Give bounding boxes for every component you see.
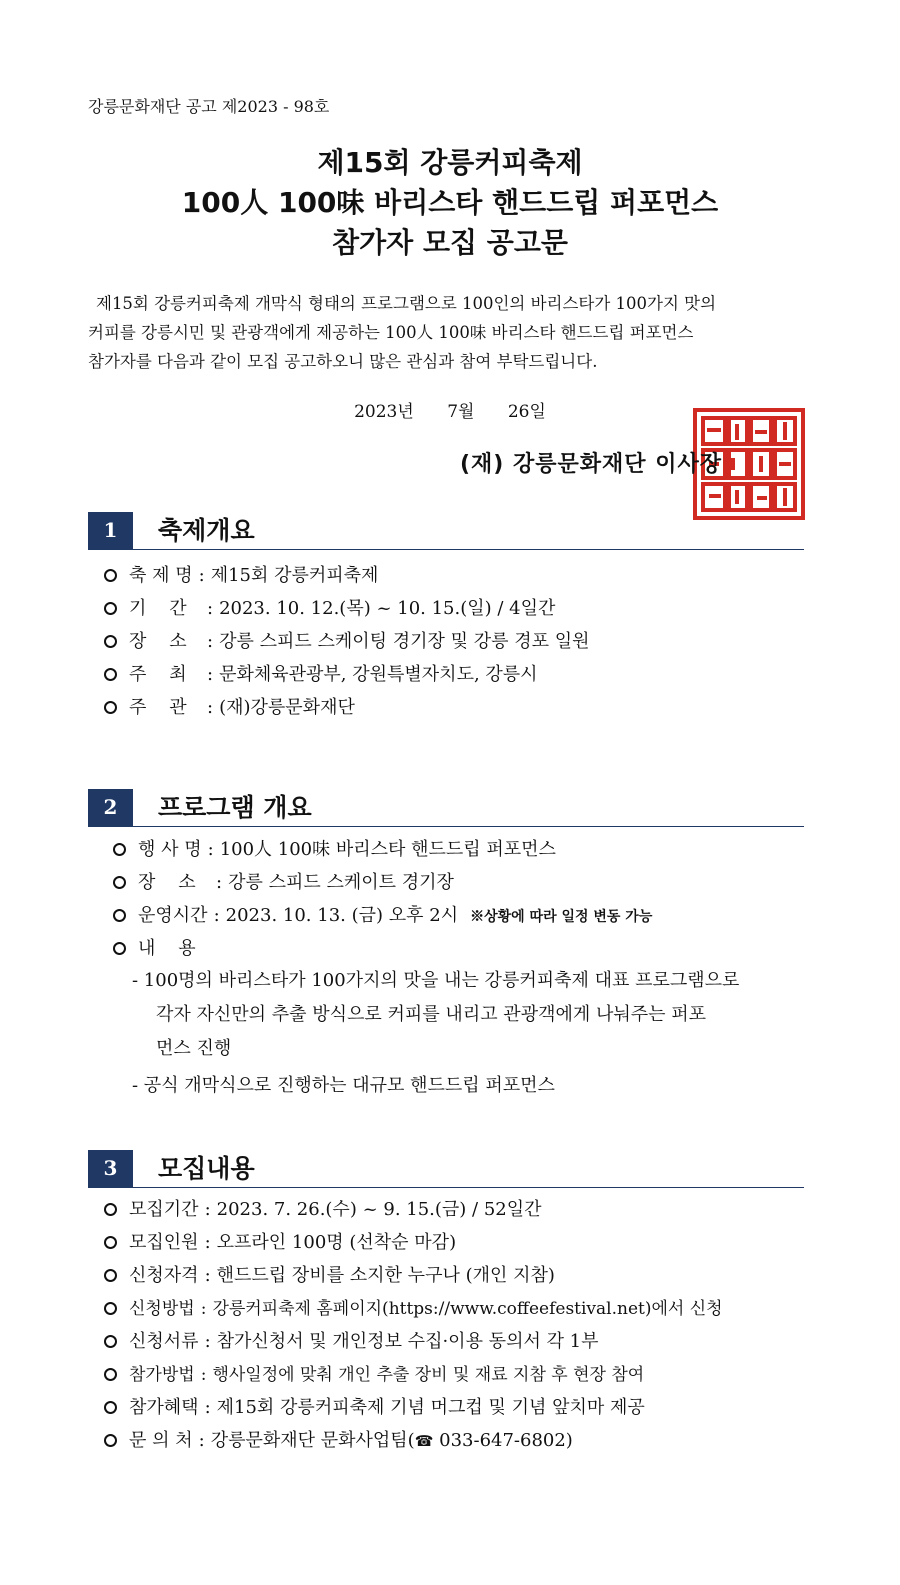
section-number: 3	[88, 1150, 133, 1187]
recruit-item: 참가혜택 : 제15회 강릉커피축제 기념 머그컵 및 기념 앞치마 제공	[104, 1395, 645, 1421]
circle-bullet-icon	[104, 1302, 117, 1315]
phone-icon: ☎	[414, 1432, 434, 1450]
overview-item: 축 제 명 : 제15회 강릉커피축제	[104, 563, 378, 589]
recruit-item: 모집기간 : 2023. 7. 26.(수) ~ 9. 15.(금) / 52일간	[104, 1197, 542, 1223]
circle-bullet-icon	[104, 1368, 117, 1381]
title-line-1: 제15회 강릉커피축제	[317, 146, 583, 179]
schedule-note: ※상황에 따라 일정 변동 가능	[470, 909, 653, 925]
recruit-item: 신청서류 : 참가신청서 및 개인정보 수집·이용 동의서 각 1부	[104, 1329, 599, 1355]
recruit-item: 문 의 처 : 강릉문화재단 문화사업팀(☎ 033-647-6802)	[104, 1428, 573, 1454]
circle-bullet-icon	[104, 1335, 117, 1348]
section-3-header	[88, 1150, 804, 1188]
recruit-item: 참가방법 : 행사일정에 맞춰 개인 추출 장비 및 재료 지참 후 현장 참여	[104, 1362, 644, 1388]
date-day: 26일	[507, 402, 546, 422]
detail-line: - 100명의 바리스타가 100가지의 맛을 내는 강릉커피축제 대표 프로그램으로	[132, 970, 740, 991]
program-item: 운영시간 : 2023. 10. 13. (금) 오후 2시 ※상황에 따라 일정 변동 가능	[113, 903, 652, 930]
program-item: 내 용	[113, 936, 210, 962]
circle-bullet-icon	[113, 843, 126, 856]
section-title: 프로그램 개요	[158, 793, 312, 822]
circle-bullet-icon	[104, 1269, 117, 1282]
circle-bullet-icon	[104, 1401, 117, 1414]
title-line-2: 100人 100味 바리스타 핸드드립 퍼포먼스	[181, 186, 719, 219]
overview-item: 주 관 : (재)강릉문화재단	[104, 695, 355, 721]
intro-line: 참가자를 다음과 같이 모집 공고하오니 많은 관심과 참여 부탁드립니다.	[88, 352, 598, 371]
circle-bullet-icon	[104, 701, 117, 714]
intro-paragraph	[88, 289, 810, 376]
detail-line: - 공식 개막식으로 진행하는 대규모 핸드드립 퍼포먼스	[132, 1075, 555, 1096]
overview-item: 기 간 : 2023. 10. 12.(목) ~ 10. 15.(일) / 4일간	[104, 596, 555, 622]
title-line-3: 참가자 모집 공고문	[332, 226, 568, 259]
intro-line: 제15회 강릉커피축제 개막식 형태의 프로그램으로 100인의 바리스타가 100가지 맛의	[96, 294, 717, 313]
signer: (재) 강릉문화재단 이사장	[460, 452, 722, 477]
overview-item: 주 최 : 문화체육관광부, 강원특별자치도, 강릉시	[104, 662, 538, 688]
section-title: 축제개요	[158, 516, 255, 545]
section-1-header	[88, 512, 804, 550]
date-month: 7월	[447, 402, 475, 422]
intro-line: 커피를 강릉시민 및 관광객에게 제공하는 100人 100味 바리스타 핸드드립 퍼포먼스	[88, 323, 694, 342]
recruit-item: 모집인원 : 오프라인 100명 (선착순 마감)	[104, 1230, 456, 1256]
section-2-header	[88, 789, 804, 827]
detail-line: 각자 자신만의 추출 방식으로 커피를 내리고 관광객에게 나눠주는 퍼포	[156, 1004, 707, 1025]
section-number: 2	[88, 789, 133, 826]
overview-item: 장 소 : 강릉 스피드 스케이팅 경기장 및 강릉 경포 일원	[104, 629, 590, 655]
phone-number: 033-647-6802)	[439, 1430, 573, 1451]
recruit-item: 신청방법 : 강릉커피축제 홈페이지(https://www.coffeefestival.net)에서 신청	[104, 1296, 723, 1322]
circle-bullet-icon	[113, 876, 126, 889]
program-item: 장 소 : 강릉 스피드 스케이트 경기장	[113, 870, 454, 896]
recruit-item: 신청자격 : 핸드드립 장비를 소지한 누구나 (개인 지참)	[104, 1263, 555, 1289]
section-title: 모집내용	[158, 1154, 255, 1183]
date-year: 2023년	[354, 402, 414, 422]
program-item: 행 사 명 : 100人 100味 바리스타 핸드드립 퍼포먼스	[113, 837, 556, 863]
notice-number: 강릉문화재단 공고 제2023 - 98호	[88, 97, 330, 116]
circle-bullet-icon	[104, 668, 117, 681]
circle-bullet-icon	[104, 635, 117, 648]
circle-bullet-icon	[113, 942, 126, 955]
circle-bullet-icon	[113, 909, 126, 922]
circle-bullet-icon	[104, 1434, 117, 1447]
circle-bullet-icon	[104, 602, 117, 615]
circle-bullet-icon	[104, 569, 117, 582]
circle-bullet-icon	[104, 1236, 117, 1249]
section-number: 1	[88, 512, 133, 549]
detail-line: 먼스 진행	[156, 1038, 232, 1059]
circle-bullet-icon	[104, 1203, 117, 1216]
